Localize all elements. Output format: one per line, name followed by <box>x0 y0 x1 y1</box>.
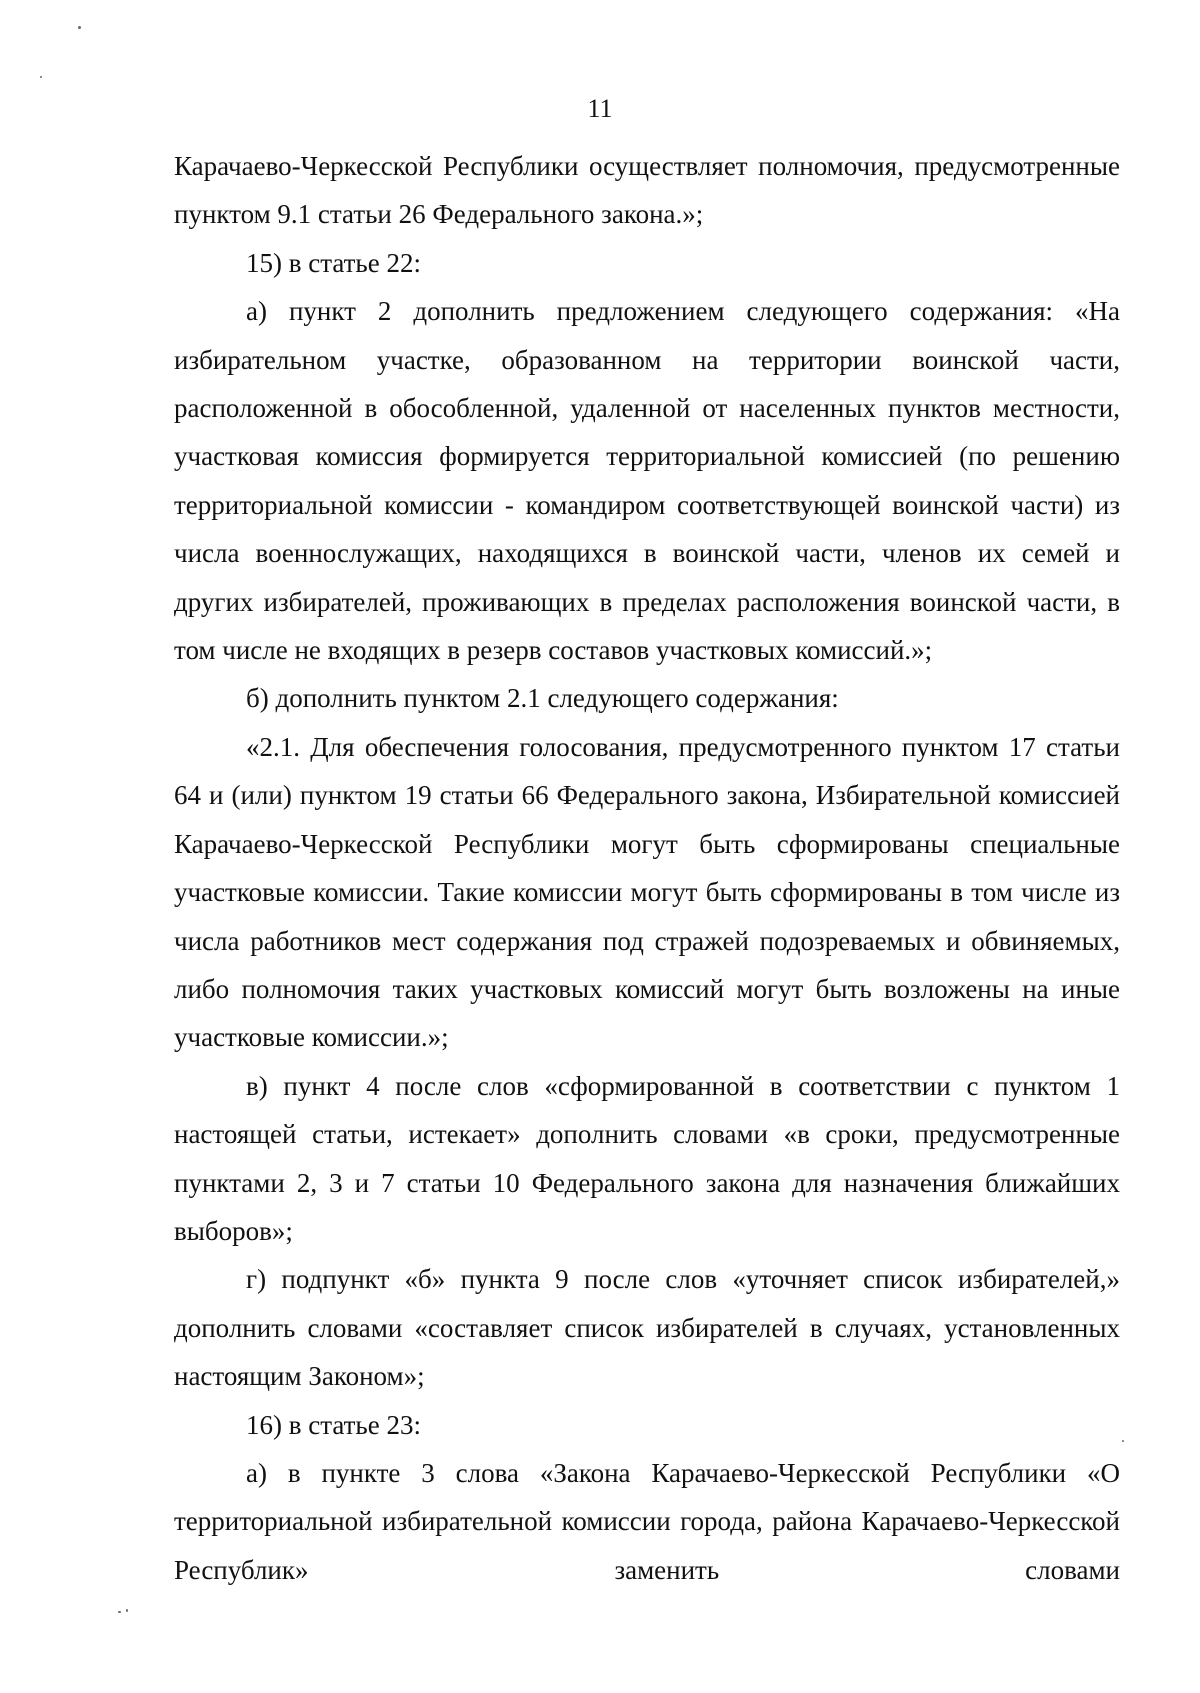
scan-speck <box>118 1611 121 1613</box>
document-body <box>174 142 1120 1594</box>
paragraph: а) в пункте 3 слова «Закона Карачаево-Черкесской Республики «О территориальной избирательной комиссии города, района Карачаево-Черкесской Республик» заменить словами <box>174 1457 1120 1585</box>
paragraph: в) пункт 4 после слов «сформированной в соответствии с пунктом 1 настоящей статьи, истекает» дополнить словами «в сроки, предусмотренные пунктами 2, 3 и 7 статьи 10 Федерального закона для назначения ближайших выборов»; <box>174 1070 1120 1246</box>
paragraph: г) подпункт «б» пункта 9 после слов «уточняет список избирателей,» дополнить словами «составляет список избирателей в случаях, установленных настоящим Законом»; <box>174 1264 1120 1392</box>
page-number: 11 <box>587 94 613 123</box>
scan-speck <box>126 1609 128 1612</box>
paragraph: 16) в статье 23: <box>246 1409 421 1440</box>
paragraph: а) пункт 2 дополнить предложением следующего содержания: «На избирательном участке, образованном на территории воинской части, расположенной в обособленной, удаленной от населенных пунктов местности, участковая комиссия формируется территориальной комиссией (по решению территориальной комиссии - командиром соответствующей воинской части) из числа военнослужащих, находящихся в воинской части, членов их семей и других избирателей, проживающих в пределах расположения воинской части, в том числе не входящих в резерв составов участковых комиссий.»; <box>174 296 1120 666</box>
paragraph: «2.1. Для обеспечения голосования, предусмотренного пунктом 17 статьи 64 и (или) пунктом 19 статьи 66 Федерального закона, Избирательной комиссией Карачаево-Черкесской Республики могут быть сформированы специальные участковые комиссии. Такие комиссии могут быть сформированы в том числе из числа работников мест содержания под стражей подозреваемых и обвиняемых, либо полномочия таких участковых комиссий могут быть возложены на иные участковые комиссии.»; <box>174 731 1120 1053</box>
paragraph: 15) в статье 22: <box>246 247 421 278</box>
paragraph: Карачаево-Черкесской Республики осуществляет полномочия, предусмотренные пунктом 9.1 статьи 26 Федерального закона.»; <box>174 151 1120 230</box>
scan-speck <box>78 26 81 29</box>
scan-speck <box>40 76 42 78</box>
paragraph: б) дополнить пунктом 2.1 следующего содержания: <box>246 683 839 714</box>
scan-speck <box>1122 1440 1124 1442</box>
